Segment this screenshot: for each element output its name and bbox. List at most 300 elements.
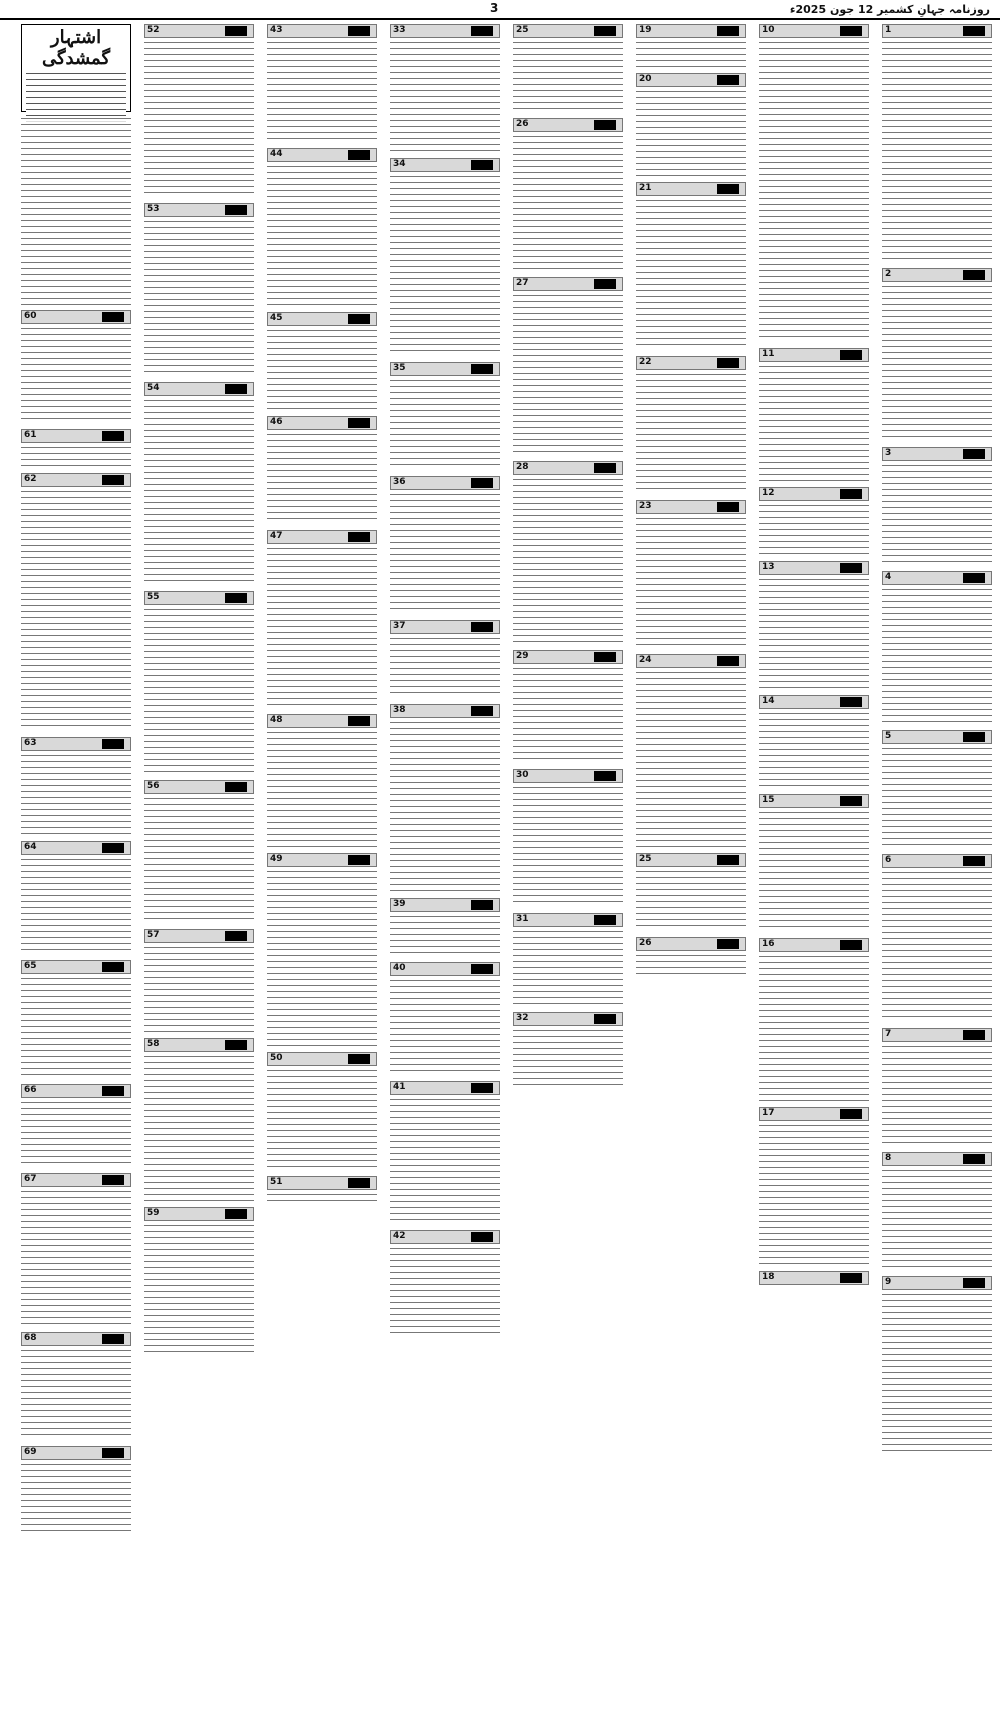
news-item [390, 158, 500, 358]
news-item-number: 37 [393, 621, 406, 631]
news-category-tag-icon [594, 652, 616, 662]
news-category-tag-icon [471, 706, 493, 716]
news-category-tag-icon [225, 26, 247, 36]
news-item-header [144, 591, 254, 605]
news-item-number: 38 [393, 705, 406, 715]
news-text [636, 40, 746, 67]
news-item [636, 73, 746, 178]
news-item-number: 26 [516, 119, 529, 129]
news-text [882, 1044, 992, 1146]
news-item [144, 1038, 254, 1203]
news-item-header [759, 695, 869, 709]
news-item [882, 1028, 992, 1148]
news-category-tag-icon [963, 856, 985, 866]
news-item [513, 913, 623, 1008]
news-text [267, 1192, 377, 1204]
news-text [882, 746, 992, 848]
news-text [267, 40, 377, 142]
news-text [636, 89, 746, 176]
news-item-number: 40 [393, 963, 406, 973]
news-item-header [636, 654, 746, 668]
news-category-tag-icon [840, 697, 862, 707]
news-item [267, 714, 377, 849]
news-item-number: 30 [516, 770, 529, 780]
news-text [144, 40, 254, 197]
news-item-number: 64 [24, 842, 37, 852]
news-item [882, 24, 992, 264]
news-text [267, 328, 377, 410]
news-item-number: 24 [639, 655, 652, 665]
news-category-tag-icon [348, 855, 370, 865]
news-item-number: 44 [270, 149, 283, 159]
news-category-tag-icon [840, 350, 862, 360]
news-item-header [390, 1230, 500, 1244]
news-category-tag-icon [717, 502, 739, 512]
news-category-tag-icon [102, 1086, 124, 1096]
news-category-tag-icon [594, 771, 616, 781]
news-text [636, 516, 746, 648]
news-category-tag-icon [963, 1154, 985, 1164]
news-item [882, 1152, 992, 1272]
news-text [21, 1348, 131, 1440]
news-category-tag-icon [963, 1030, 985, 1040]
news-category-tag-icon [225, 1209, 247, 1219]
news-text [144, 219, 254, 376]
news-category-tag-icon [594, 279, 616, 289]
news-item-header [759, 938, 869, 952]
news-item [21, 841, 131, 956]
news-text [636, 670, 746, 847]
news-category-tag-icon [225, 384, 247, 394]
news-item [21, 737, 131, 837]
news-item [759, 794, 869, 934]
news-item [513, 277, 623, 457]
news-item [390, 1081, 500, 1226]
news-item-number: 25 [639, 854, 652, 864]
news-category-tag-icon [594, 463, 616, 473]
news-text [882, 284, 992, 441]
news-text [21, 1462, 131, 1534]
news-item-header [21, 1173, 131, 1187]
news-category-tag-icon [840, 796, 862, 806]
news-text [759, 40, 869, 342]
news-item-number: 62 [24, 474, 37, 484]
news-text [144, 945, 254, 1032]
news-item-header [513, 24, 623, 38]
news-category-tag-icon [963, 732, 985, 742]
news-item [390, 898, 500, 958]
news-item [21, 1084, 131, 1169]
news-category-tag-icon [840, 26, 862, 36]
news-category-tag-icon [471, 160, 493, 170]
news-category-tag-icon [102, 312, 124, 322]
news-item-number: 21 [639, 183, 652, 193]
news-item-number: 12 [762, 488, 775, 498]
news-text [513, 40, 623, 112]
news-item [21, 960, 131, 1080]
news-item-header [21, 1332, 131, 1346]
column-2 [636, 24, 746, 1708]
news-item [759, 348, 869, 483]
news-item-number: 26 [639, 938, 652, 948]
news-item [21, 473, 131, 733]
news-text [636, 198, 746, 350]
news-item-number: 32 [516, 1013, 529, 1023]
news-item-number: 25 [516, 25, 529, 35]
news-item [513, 24, 623, 114]
news-item [390, 1230, 500, 1340]
news-category-tag-icon [840, 563, 862, 573]
news-item-header [390, 1081, 500, 1095]
news-item [882, 854, 992, 1024]
page-number: 3 [490, 1, 499, 15]
column-3 [513, 24, 623, 1708]
news-text [759, 1123, 869, 1265]
news-category-tag-icon [225, 782, 247, 792]
news-text [759, 810, 869, 932]
news-item-header [636, 853, 746, 867]
news-item-number: 11 [762, 349, 775, 359]
news-item-number: 23 [639, 501, 652, 511]
news-category-tag-icon [102, 1448, 124, 1458]
news-item-header [636, 73, 746, 87]
news-item [759, 1107, 869, 1267]
news-item-number: 50 [270, 1053, 283, 1063]
news-item-header [882, 447, 992, 461]
news-text [21, 489, 131, 731]
news-category-tag-icon [594, 26, 616, 36]
news-item-header [882, 571, 992, 585]
news-item-header [513, 277, 623, 291]
news-category-tag-icon [717, 855, 739, 865]
news-item-number: 66 [24, 1085, 37, 1095]
news-item-number: 35 [393, 363, 406, 373]
news-category-tag-icon [102, 843, 124, 853]
news-item-header [21, 841, 131, 855]
news-text [144, 1223, 254, 1355]
news-item-number: 10 [762, 25, 775, 35]
news-category-tag-icon [963, 270, 985, 280]
news-item [267, 1176, 377, 1206]
news-text [21, 116, 131, 306]
news-item [390, 476, 500, 616]
news-item [390, 962, 500, 1077]
news-text [513, 1028, 623, 1090]
news-text [882, 587, 992, 724]
news-category-tag-icon [348, 314, 370, 324]
news-item [882, 268, 992, 443]
column-4 [390, 24, 500, 1708]
news-category-tag-icon [840, 1109, 862, 1119]
news-category-tag-icon [963, 1278, 985, 1288]
news-category-tag-icon [840, 489, 862, 499]
news-item-number: 28 [516, 462, 529, 472]
news-text [636, 869, 746, 931]
news-text [267, 546, 377, 708]
news-category-tag-icon [102, 1175, 124, 1185]
news-item-number: 34 [393, 159, 406, 169]
news-item [636, 24, 746, 69]
news-item-header [21, 1446, 131, 1460]
news-item-header [390, 476, 500, 490]
news-text [267, 869, 377, 1046]
news-text [390, 1246, 500, 1338]
news-text [144, 607, 254, 774]
news-item-header [513, 769, 623, 783]
news-item [21, 1332, 131, 1442]
news-item-number: 47 [270, 531, 283, 541]
news-item [636, 500, 746, 650]
news-item [144, 591, 254, 776]
column-7 [21, 24, 131, 1708]
news-text [759, 1287, 869, 1289]
news-item-header [882, 854, 992, 868]
news-item-header [636, 182, 746, 196]
news-category-tag-icon [717, 75, 739, 85]
news-category-tag-icon [102, 739, 124, 749]
news-item [267, 853, 377, 1048]
news-category-tag-icon [963, 573, 985, 583]
news-item [759, 1271, 869, 1291]
news-text [513, 134, 623, 271]
news-text [882, 1168, 992, 1270]
news-category-tag-icon [594, 120, 616, 130]
news-item-header [636, 356, 746, 370]
news-category-tag-icon [717, 184, 739, 194]
news-item-number: 60 [24, 311, 37, 321]
news-item-header [759, 561, 869, 575]
news-text [21, 1100, 131, 1167]
news-text [759, 577, 869, 689]
header-bar [0, 0, 1000, 20]
news-item [144, 203, 254, 378]
news-text [390, 378, 500, 470]
news-text [390, 914, 500, 956]
news-text [636, 372, 746, 494]
news-item-number: 43 [270, 25, 283, 35]
news-category-tag-icon [717, 939, 739, 949]
news-item [882, 730, 992, 850]
news-category-tag-icon [717, 26, 739, 36]
news-category-tag-icon [102, 431, 124, 441]
news-item-number: 5 [885, 731, 892, 741]
news-item-header [882, 24, 992, 38]
news-item-number: 65 [24, 961, 37, 971]
news-text [513, 477, 623, 644]
news-item-header [882, 730, 992, 744]
news-category-tag-icon [102, 962, 124, 972]
news-item-number: 61 [24, 430, 37, 440]
news-text [144, 796, 254, 923]
news-item [636, 356, 746, 496]
news-category-tag-icon [471, 900, 493, 910]
news-item-header [21, 737, 131, 751]
news-item-number: 39 [393, 899, 406, 909]
news-item [513, 769, 623, 909]
news-item-header [390, 962, 500, 976]
news-category-tag-icon [225, 593, 247, 603]
news-category-tag-icon [348, 418, 370, 428]
news-category-tag-icon [471, 364, 493, 374]
news-item [144, 780, 254, 925]
news-text [267, 164, 377, 306]
news-item-header [759, 1107, 869, 1121]
news-item [513, 118, 623, 273]
news-text [882, 40, 992, 262]
news-item-number: 49 [270, 854, 283, 864]
news-text [513, 785, 623, 907]
news-item [267, 416, 377, 526]
news-item-number: 36 [393, 477, 406, 487]
news-item [882, 1276, 992, 1456]
news-item-number: 20 [639, 74, 652, 84]
news-item-header [636, 500, 746, 514]
news-item-header [513, 913, 623, 927]
news-item-header [144, 1038, 254, 1052]
news-item [636, 937, 746, 977]
news-item [759, 938, 869, 1103]
masthead: روزنامہ جہانِ کشمیر 12 جون 2025ء [789, 2, 990, 16]
news-item [390, 704, 500, 894]
news-item-number: 54 [147, 383, 160, 393]
news-text [21, 445, 131, 467]
news-category-tag-icon [471, 478, 493, 488]
news-item-number: 52 [147, 25, 160, 35]
ad-title: اشتہار گمشدگی [41, 27, 111, 69]
news-item [513, 461, 623, 646]
news-item-header [390, 362, 500, 376]
news-item-header [759, 794, 869, 808]
news-item [882, 571, 992, 726]
news-item-header [390, 704, 500, 718]
news-category-tag-icon [471, 1083, 493, 1093]
news-item-number: 1 [885, 25, 892, 35]
news-item-number: 42 [393, 1231, 406, 1241]
news-item-number: 67 [24, 1174, 37, 1184]
news-item [144, 24, 254, 199]
news-item-number: 7 [885, 1029, 892, 1039]
news-item [144, 382, 254, 587]
news-category-tag-icon [348, 150, 370, 160]
news-item [390, 362, 500, 472]
news-item-header [759, 348, 869, 362]
news-text [390, 978, 500, 1075]
news-item-header [759, 487, 869, 501]
news-item [144, 929, 254, 1034]
news-item [513, 1012, 623, 1092]
news-item-header [390, 620, 500, 634]
news-item-header [267, 530, 377, 544]
news-item-number: 68 [24, 1333, 37, 1343]
news-item-header [759, 24, 869, 38]
news-item-number: 31 [516, 914, 529, 924]
news-item-number: 2 [885, 269, 892, 279]
news-item-number: 55 [147, 592, 160, 602]
news-item-header [636, 937, 746, 951]
news-text [513, 666, 623, 763]
news-category-tag-icon [348, 1178, 370, 1188]
news-category-tag-icon [225, 205, 247, 215]
news-item-header [882, 1152, 992, 1166]
news-text [21, 976, 131, 1078]
news-text [390, 40, 500, 152]
news-item-number: 4 [885, 572, 892, 582]
news-text [759, 364, 869, 481]
news-text [759, 503, 869, 555]
news-item-header [21, 473, 131, 487]
news-text [267, 730, 377, 847]
news-item-number: 41 [393, 1082, 406, 1092]
news-text [21, 753, 131, 835]
column-1 [759, 24, 869, 1708]
news-item-number: 53 [147, 204, 160, 214]
news-text [882, 870, 992, 1022]
news-item-number: 57 [147, 930, 160, 940]
news-item [267, 1052, 377, 1172]
news-item-header [882, 268, 992, 282]
news-item-header [513, 118, 623, 132]
news-category-tag-icon [840, 940, 862, 950]
news-item-number: 8 [885, 1153, 892, 1163]
news-item-header [144, 780, 254, 794]
news-item-number: 14 [762, 696, 775, 706]
missing-notice-ad [21, 24, 131, 112]
news-item-number: 56 [147, 781, 160, 791]
news-text [390, 636, 500, 698]
news-category-tag-icon [471, 1232, 493, 1242]
news-category-tag-icon [717, 656, 739, 666]
news-text [267, 432, 377, 524]
news-item-header [267, 312, 377, 326]
news-item-header [390, 898, 500, 912]
news-item-number: 9 [885, 1277, 892, 1287]
news-text [144, 1054, 254, 1201]
news-item-header [144, 929, 254, 943]
news-text [759, 954, 869, 1101]
news-text [21, 857, 131, 954]
news-item [759, 487, 869, 557]
news-category-tag-icon [840, 1273, 862, 1283]
news-category-tag-icon [717, 358, 739, 368]
news-text [513, 293, 623, 455]
news-item-header [636, 24, 746, 38]
news-category-tag-icon [471, 964, 493, 974]
news-category-tag-icon [225, 931, 247, 941]
news-item-header [882, 1028, 992, 1042]
news-item-number: 3 [885, 448, 892, 458]
news-item-header [21, 310, 131, 324]
news-item-number: 59 [147, 1208, 160, 1218]
news-item-header [513, 461, 623, 475]
news-item-number: 19 [639, 25, 652, 35]
news-item-header [759, 1271, 869, 1285]
news-category-tag-icon [348, 716, 370, 726]
news-item-header [144, 24, 254, 38]
news-item [759, 695, 869, 790]
news-text [21, 326, 131, 423]
news-category-tag-icon [963, 449, 985, 459]
news-item-header [390, 158, 500, 172]
news-item-number: 17 [762, 1108, 775, 1118]
news-item-number: 69 [24, 1447, 37, 1457]
news-category-tag-icon [471, 26, 493, 36]
news-item [144, 1207, 254, 1357]
news-text [513, 929, 623, 1006]
news-item-header [21, 429, 131, 443]
news-text [390, 174, 500, 356]
news-text [390, 1097, 500, 1224]
news-text [759, 711, 869, 788]
